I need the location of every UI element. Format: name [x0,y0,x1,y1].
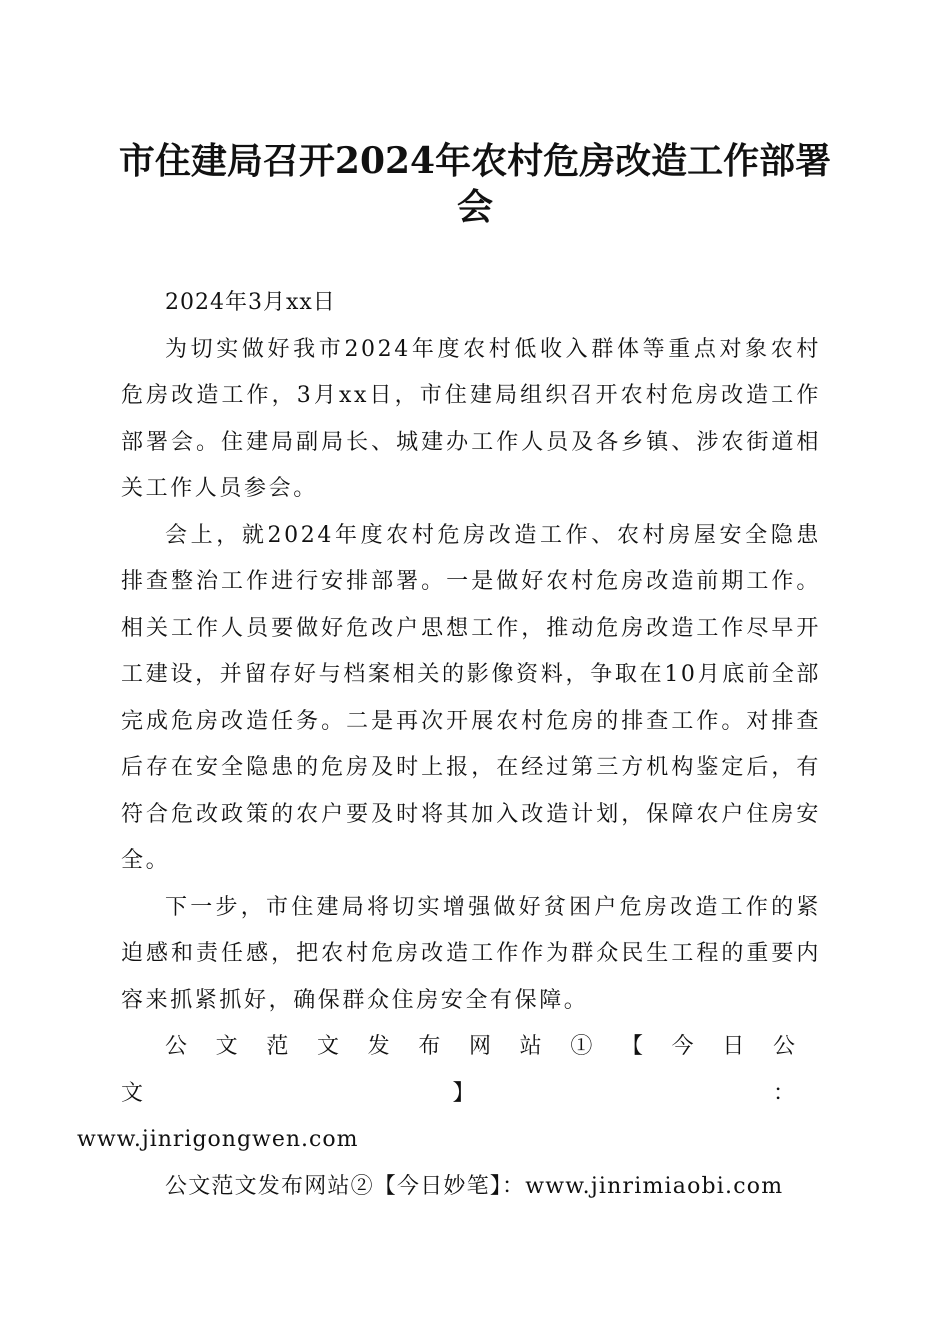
footer-link-1 [77,1024,821,1164]
footer-link-2-url[interactable]: www.jinrimiaobi.com [525,1173,784,1199]
footer-link-1-url[interactable]: www.jinrigongwen.com [77,1127,359,1152]
paragraph-next-step: 下一步，市住建局将切实增强做好贫困户危房改造工作的紧迫感和责任感，把农村危房改造工作作为群众民生工程的重要内容来抓紧抓好，确保群众住房安全有保障。 [121,894,821,1013]
footer-link-1-label: 公文范文发布网站①【今日公文】： [121,1034,821,1106]
footer-link-2 [121,1164,821,1211]
paragraph-meeting: 会上，就2024年度农村危房改造工作、农村房屋安全隐患排查整治工作进行安排部署。一是做好农村危房改造前期工作。相关工作人员要做好危改户思想工作，推动危房改造工作尽早开工建设，并留存好与档案相关的影像资料，争取在10月底前全部完成危房改造任务。二是再次开展农村危房的排查工作。对排查后存在安全隐患的危房及时上报，在经过第三方机构鉴定后，有符合危改政策的农户要及时将其加入改造计划，保障农户住房安全。 [121,522,821,873]
document-title: 市住建局召开2024年农村危房改造工作部署会 [118,140,832,228]
document-date: 2024年3月xx日 [165,290,336,315]
footer-link-2-label: 公文范文发布网站②【今日妙笔】： [165,1173,526,1199]
document-body [77,280,821,1210]
paragraph-intro: 为切实做好我市2024年度农村低收入群体等重点对象农村危房改造工作，3月xx日，市住建局组织召开农村危房改造工作部署会。住建局副局长、城建办工作人员及各乡镇、涉农街道相关工作人员参会。 [121,336,821,501]
